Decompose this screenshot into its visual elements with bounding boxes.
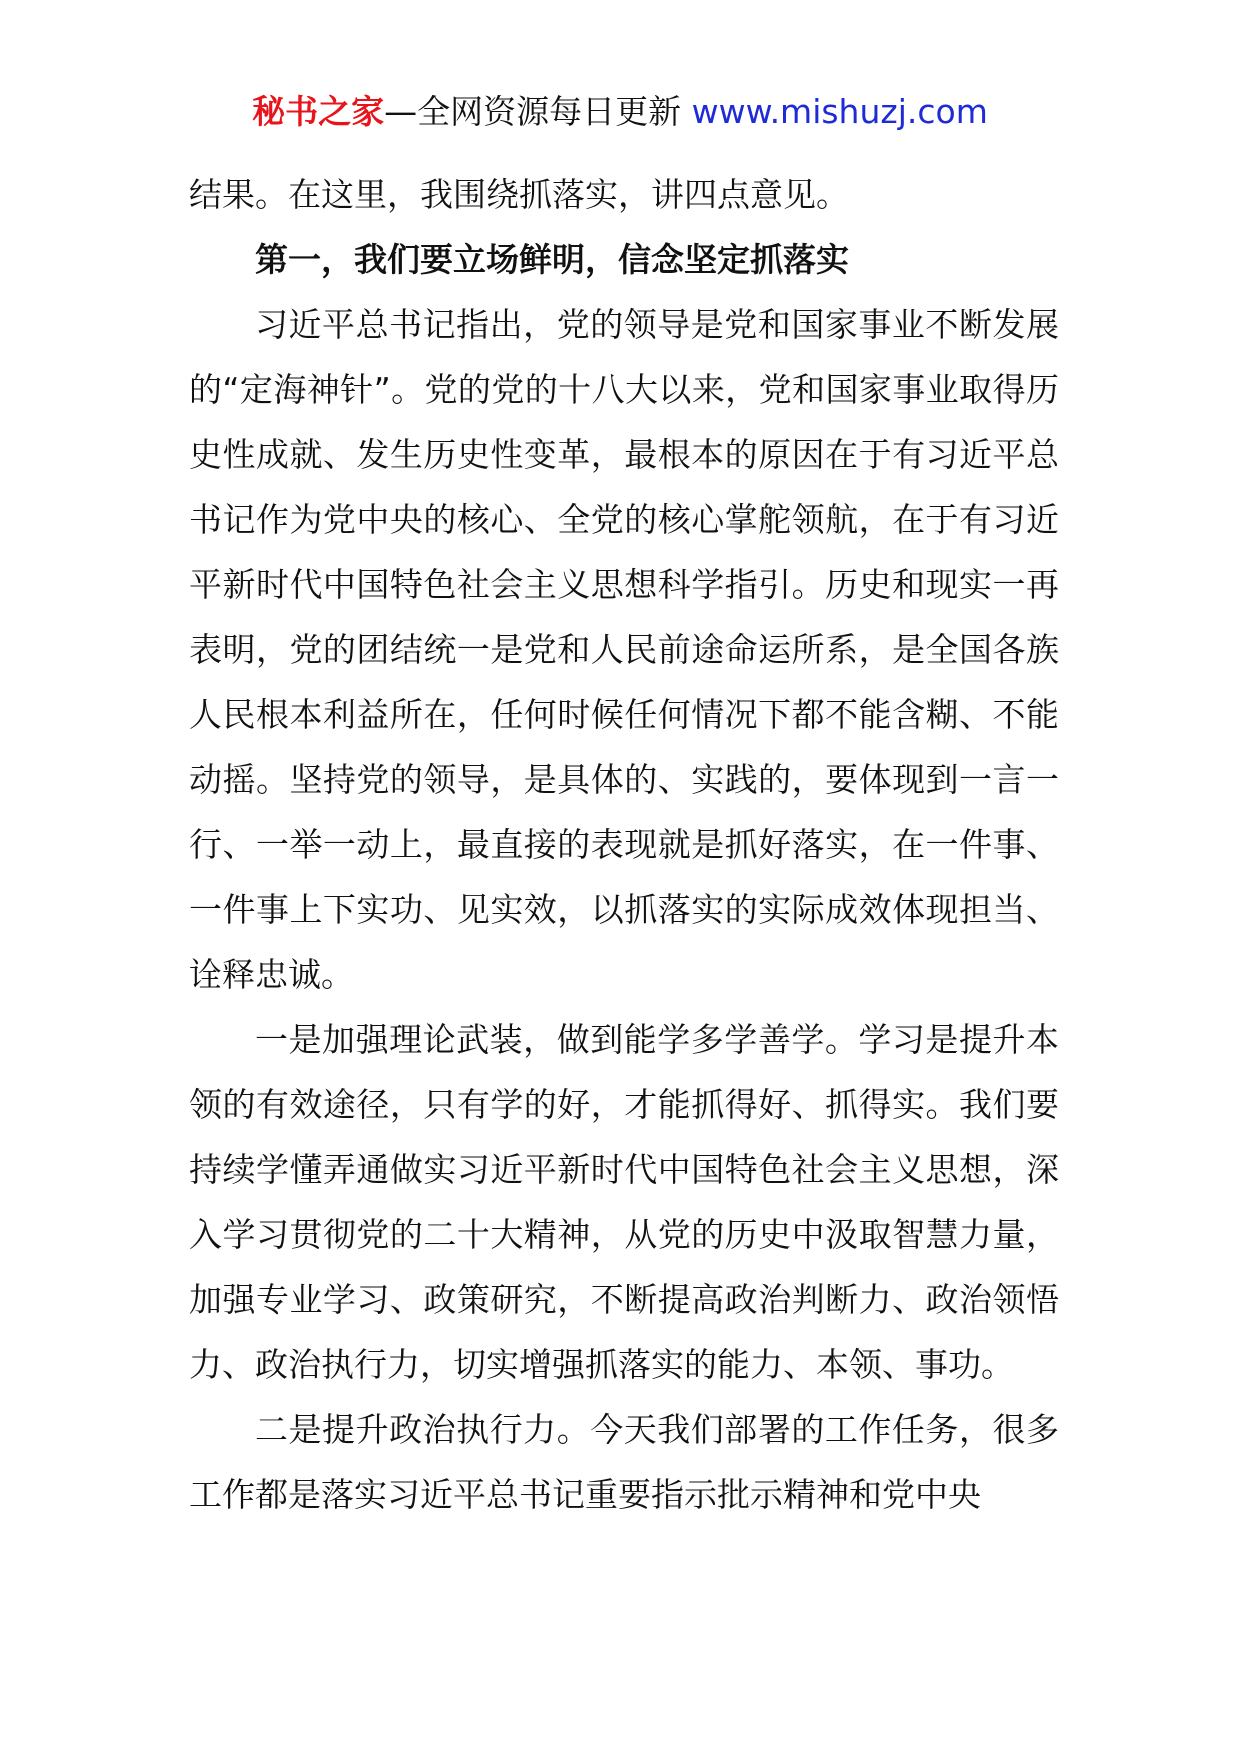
site-header [0, 88, 1240, 136]
body-paragraph: 习近平总书记指出，党的领导是党和国家事业不断发展的“定海神针”。党的党的十八大以来，党和国家事业取得历史性成就、发生历史性变革，最根本的原因在于有习近平总书记作为党中央的核心、全党的核心掌舵领航，在于有习近平新时代中国特色社会主义思想科学指引。历史和现实一再表明，党的团结统一是党和人民前途命运所系，是全国各族人民根本利益所在，任何时候任何情况下都不能含糊、不能动摇。坚持党的领导，是具体的、实践的，要体现到一言一行、一举一动上，最直接的表现就是抓好落实，在一件事、一件事上下实功、见实效，以抓落实的实际成效体现担当、诠释忠诚。 [189, 305, 1059, 994]
site-link[interactable]: www.mishuzj.com [691, 92, 988, 131]
body-paragraph: 一是加强理论武装，做到能学多学善学。学习是提升本领的有效途径，只有学的好，才能抓得好、抓得实。我们要持续学懂弄通做实习近平新时代中国特色社会主义思想，深入学习贯彻党的二十大精神，从党的历史中汲取智慧力量，加强专业学习、政策研究，不断提高政治判断力、政治领悟力、政治执行力，切实增强抓落实的能力、本领、事功。 [189, 1020, 1059, 1384]
body-paragraph: 二是提升政治执行力。今天我们部署的工作任务，很多工作都是落实习近平总书记重要指示批示精神和党中央 [189, 1410, 1059, 1514]
header-tagline: —全网资源每日更新 [384, 92, 692, 131]
continuation-paragraph: 结果。在这里，我围绕抓落实，讲四点意见。 [189, 175, 849, 214]
brand-name: 秘书之家 [252, 92, 385, 131]
section-heading: 第一，我们要立场鲜明，信念坚定抓落实 [255, 240, 849, 279]
document-body [189, 162, 1059, 1527]
